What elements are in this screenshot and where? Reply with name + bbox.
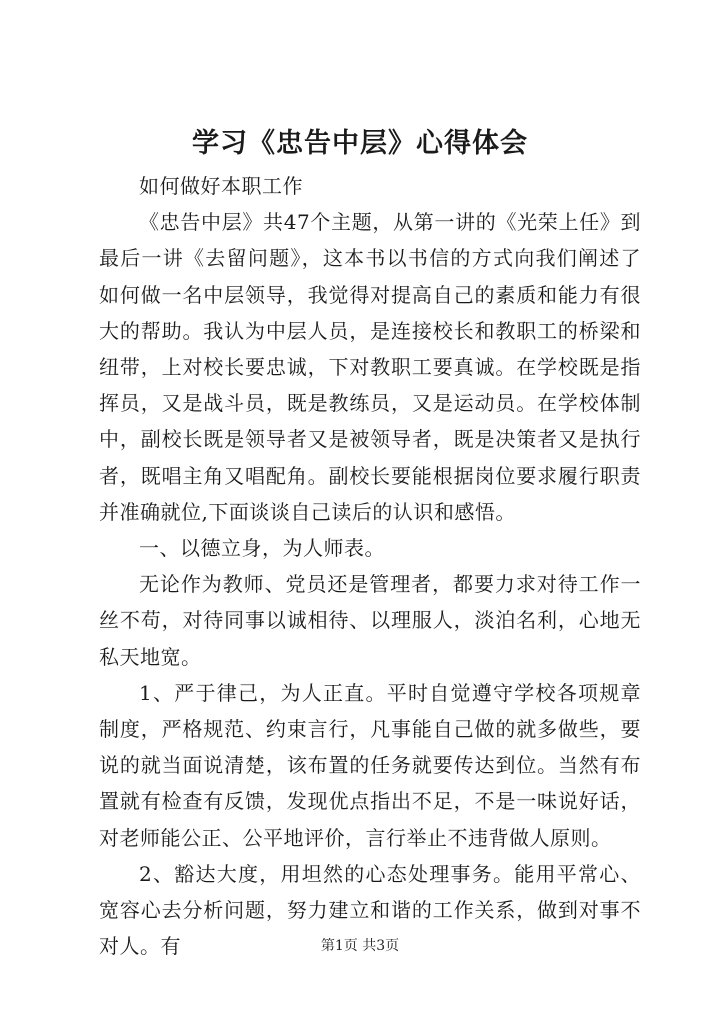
paragraph-section-body: 无论作为教师、党员还是管理者，都要力求对待工作一丝不苟，对待同事以诚相待、以理服人，淡泊名利，心地无私天地宽。 [99,572,641,669]
document-title: 学习《忠告中层》心得体会 [192,128,528,159]
paragraph-point-2: 2、豁达大度，用坦然的心态处理事务。能用平常心、宽容心去分析问题，努力建立和谐的工作关系，做到对事不对人。有 [99,861,641,959]
paragraph-section-heading: 一、以德立身，为人师表。 [139,536,385,561]
paragraph-point-1: 1、严于律己，为人正直。平时自觉遵守学校各项规章制度，严格规范、约束言行，凡事能自己做的就多做些，要说的就当面说清楚，该布置的任务就要传达到位。当然有布置就有检查有反馈，发现优点指出不足，不是一味说好话，对老师能公正、公平地评价，言行举止不违背做人原则。 [99,680,641,850]
page-footer: 第1页 共3页 [320,938,400,954]
document-body [99,168,641,964]
paragraph-intro: 《忠告中层》共47个主题，从第一讲的《光荣上任》到最后一讲《去留问题》，这本书以书信的方式向我们阐述了如何做一名中层领导，我觉得对提高自己的素质和能力有很大的帮助。我认为中层人员，是连接校长和教职工的桥梁和纽带，上对校长要忠诚，下对教职工要真诚。在学校既是指挥员，又是战斗员，既是教练员，又是运动员。在学校体制中，副校长既是领导者又是被领导者，既是决策者又是执行者，既唱主角又唱配角。副校长要能根据岗位要求履行职责并准确就位,下面谈谈自己读后的认识和感悟。 [99,210,641,524]
paragraph-subtitle: 如何做好本职工作 [139,174,303,198]
